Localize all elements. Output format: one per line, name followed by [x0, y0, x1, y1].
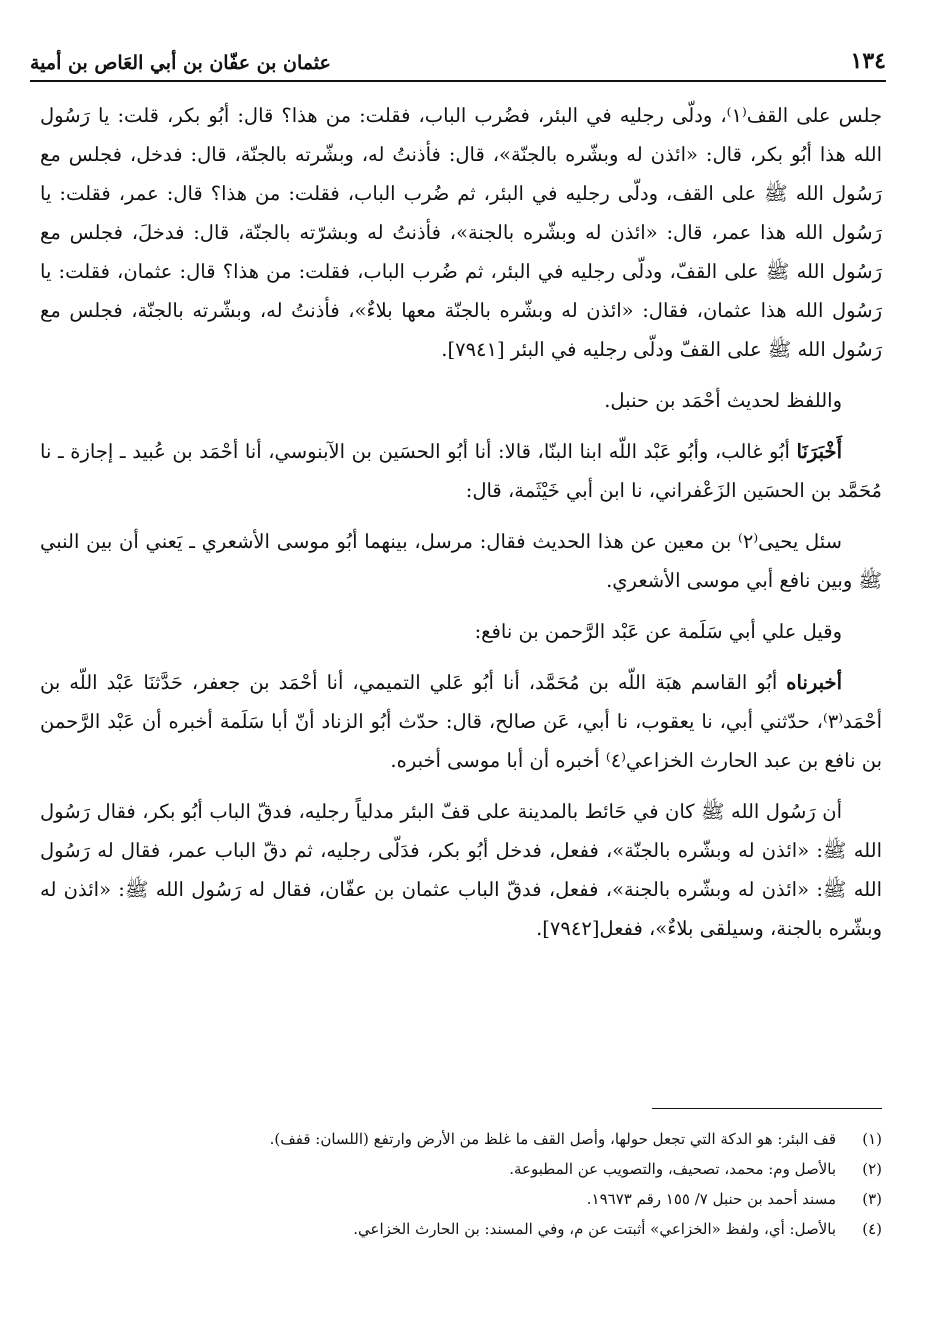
- footnote-text: بالأصل وم: محمد، تصحيف، والتصويب عن المطبوعة.: [509, 1160, 836, 1178]
- footnote-number: (٤): [862, 1220, 882, 1238]
- footnote-item: [40, 1154, 882, 1184]
- paragraph-variant-note: وقيل علي أبي سَلَمة عن عَبْد الرَّحمن بن نافع:: [474, 620, 842, 643]
- isnad-lead-word: أخبرناه: [786, 671, 842, 694]
- paragraph-hadith-1: جلس على القف⁽١⁾، ودلّى رجليه في البئر، فضُرب الباب، فقلت: من هذا؟ قال: أبُو بكر، قلت: يا رَسُول الله هذا أبُو بكر، قال: «ائذن له وبشّره بالجنّة»، قال: فأذنتُ له، وبشّرته بالجنّة، قال: فدخل، فجلس مع رَسُول الله ﷺ على القف، ودلّى رجليه في البئر، ثم ضُرب الباب، فقلت: من هذا؟ قال: عمر، فقلت: يا رَسُول الله هذا عمر، قال: «ائذن له وبشّره بالجنة»، فأذنتُ له وبشرّته بالجنّة، قال: فدخلَ، فجلس مع رَسُول الله ﷺ على القفّ، ودلّى رجليه في البئر، ثم ضُرب الباب، فقلت: من هذا؟ قال: عثمان، فقلت: يا رَسُول الله هذا عثمان، فقال: «ائذن له وبشّره بالجنّة معها بلاءٌ»، فأذنتُ له، وبشّرته بالجنّة، فجلس مع رَسُول الله ﷺ على القفّ ودلّى رجليه في البئر [٧٩٤١].: [40, 104, 883, 361]
- footnote-text: قف البئر: هو الدكة التي تجعل حولها، وأصل القف ما غلظ من الأرض وارتفع (اللسان: قفف).: [269, 1130, 836, 1148]
- footnote-number: (١): [862, 1130, 882, 1148]
- paragraph-hadith-2: أن رَسُول الله ﷺ كان في حَائط بالمدينة على قفّ البئر مدلياً رجليه، فدقّ الباب أبُو بكر، فقال رَسُول الله ﷺ: «ائذن له وبشّره بالجنّة»، ففعل، فدخل أبُو بكر، فدَلّى رجليه، ثم دقّ الباب عمر، فقال له رَسُول الله ﷺ: «ائذن له وبشّره بالجنة»، ففعل، فدقّ الباب عثمان بن عفّان، فقال له رَسُول الله ﷺ: «ائذن له وبشّره بالجنة، وسيلقى بلاءٌ»، ففعل[٧٩٤٢].: [40, 800, 882, 940]
- footnote-number: (٢): [862, 1160, 882, 1178]
- footnote-item: [40, 1184, 882, 1214]
- page-number: ١٣٤: [850, 48, 886, 74]
- paragraph-isnad-1: [40, 432, 882, 510]
- paragraph-yahya-note: سئل يحيى⁽٢⁾ بن معين عن هذا الحديث فقال: مرسل، بينهما أبُو موسى الأشعري ـ يَعني أن بين النبي ﷺ وبين نافع أبي موسى الأشعري.: [40, 530, 882, 592]
- isnad-lead-word: أَخْبَرَنَا: [796, 440, 842, 463]
- footnote-text: مسند أحمد بن حنبل ٧/ ١٥٥ رقم ١٩٦٧٣.: [586, 1190, 836, 1208]
- main-text: [40, 96, 882, 960]
- isnad-text: أبُو القاسم هبَة اللّه بن مُحَمَّد، أنا أبُو عَلي التميمي، أنا أحْمَد بن جعفر، حَدَّثنَا عَبْد اللّه بن أحْمَد⁽٣⁾، حدّثني أبي، نا يعقوب، نا أبي، عَن صالح، قال: حدّث أبُو الزناد أنّ أبا سَلَمة أخبره أن عَبْد الرَّحمن بن نافع بن عبد الحارث الخزاعي⁽٤⁾ أخبره أن أبا موسى أخبره.: [40, 671, 882, 772]
- running-title: عثمان بن عفّان بن أبي العَاص بن أمية: [30, 52, 331, 74]
- footnote-item: [40, 1214, 882, 1244]
- paragraph-wording-note: واللفظ لحديث أحْمَد بن حنبل.: [604, 389, 842, 412]
- isnad-text: أبُو غالب، وأبُو عَبْد اللّه ابنا البنّا، قالا: أنا أبُو الحسَين بن الآبنوسي، أنا أحْمَد بن عُبيد ـ إجازة ـ نا مُحَمَّد بن الحسَين الزَعْفراني، نا ابن أبي خَيْثَمة، قال:: [40, 440, 882, 502]
- page-header: [30, 30, 886, 82]
- paragraph-isnad-2: [40, 663, 882, 780]
- footnote-number: (٣): [862, 1190, 882, 1208]
- footnote-item: [40, 1124, 882, 1154]
- footnote-divider: [652, 1108, 882, 1109]
- footnote-text: بالأصل: أي، ولفظ «الخزاعي» أثبتت عن م، وفي المسند: بن الحارث الخزاعي.: [353, 1220, 836, 1238]
- footnotes: [40, 1124, 882, 1244]
